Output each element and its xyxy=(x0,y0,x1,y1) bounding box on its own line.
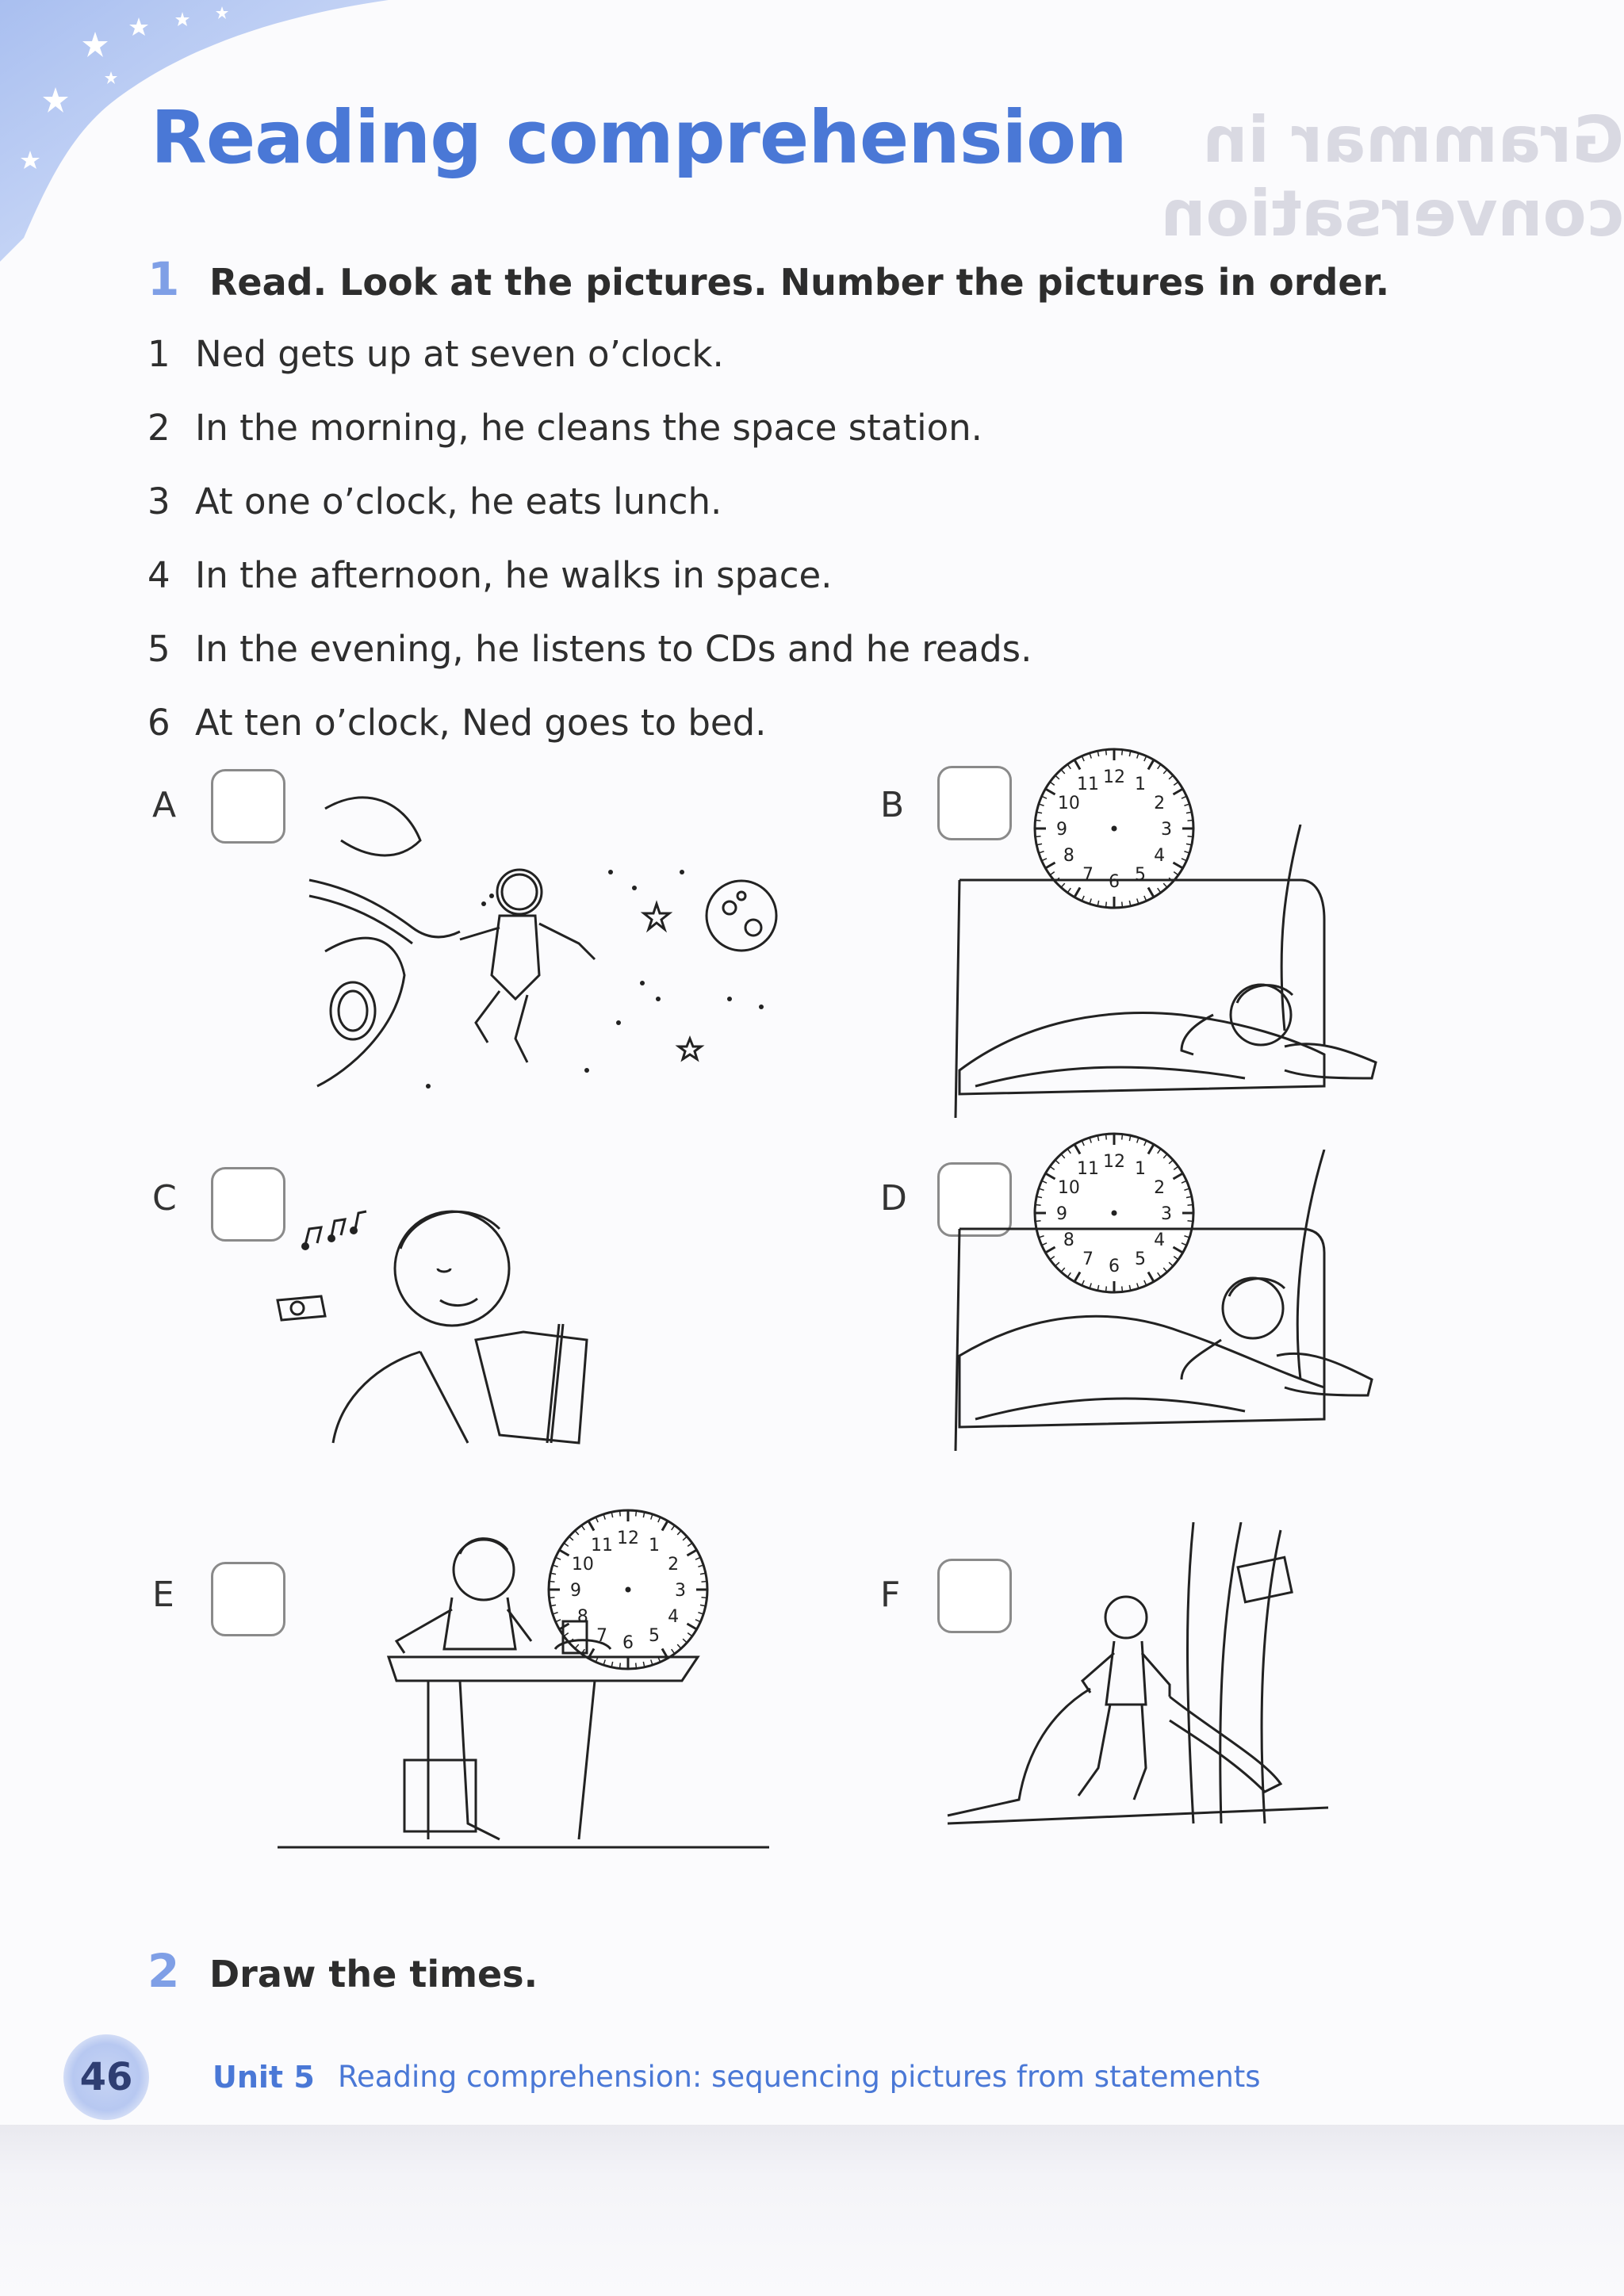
clock-tick xyxy=(1106,750,1107,756)
picture-a-letter: A xyxy=(152,785,177,825)
clock-tick xyxy=(1122,1135,1123,1140)
exercise-2-header xyxy=(147,1944,538,1998)
statement-3 xyxy=(147,480,1032,554)
clock-number: 4 xyxy=(1154,846,1166,866)
clock-number: 12 xyxy=(1103,767,1125,787)
page-title: Reading comprehension xyxy=(151,95,1127,180)
picture-e-letter: E xyxy=(152,1575,174,1615)
page-number-badge xyxy=(63,2034,149,2120)
statement-number: 6 xyxy=(147,702,170,744)
clock-number: 6 xyxy=(1109,872,1120,892)
clock-number: 1 xyxy=(649,1535,660,1556)
clock-number: 9 xyxy=(570,1581,581,1601)
statement-text: At ten o’clock, Ned goes to bed. xyxy=(195,702,767,744)
exercise-1-instruction: Read. Look at the pictures. Number the pictures in order. xyxy=(209,261,1390,304)
clock-number: 10 xyxy=(571,1555,594,1575)
statement-2 xyxy=(147,407,1032,480)
exercise-2-instruction: Draw the times. xyxy=(209,1953,538,1996)
clock-number: 4 xyxy=(668,1607,680,1627)
statement-list xyxy=(147,333,1032,775)
clock-number: 5 xyxy=(649,1626,660,1647)
clock-number: 9 xyxy=(1056,1204,1067,1224)
statement-text: At one o’clock, he eats lunch. xyxy=(195,480,722,522)
clock-tick xyxy=(620,1511,621,1517)
statement-number: 4 xyxy=(147,554,170,596)
clock-number: 3 xyxy=(1161,1204,1172,1224)
statement-text: Ned gets up at seven o’clock. xyxy=(195,333,724,375)
picture-f-cleaning xyxy=(932,1522,1408,1871)
clock-number: 12 xyxy=(617,1529,639,1548)
exercise-1-header xyxy=(147,252,1389,306)
clock-number: 2 xyxy=(668,1555,680,1575)
picture-b-letter: B xyxy=(880,785,905,825)
footer-description: Reading comprehension: sequencing pictures from statements xyxy=(338,2060,1261,2094)
clock-number: 9 xyxy=(1056,820,1067,840)
picture-e-eating-lunch xyxy=(270,1522,777,1871)
statement-1 xyxy=(147,333,1032,407)
clock-number: 11 xyxy=(1077,774,1099,794)
picture-f-letter: F xyxy=(880,1575,901,1615)
clock-number: 8 xyxy=(576,1607,588,1627)
clock-tick xyxy=(1106,1135,1107,1140)
statement-6 xyxy=(147,702,1032,775)
statement-number: 1 xyxy=(147,333,170,375)
picture-d-waking-up xyxy=(944,1150,1404,1467)
statement-text: In the morning, he cleans the space station. xyxy=(195,407,982,449)
picture-d-letter: D xyxy=(880,1178,907,1219)
statement-4 xyxy=(147,554,1032,628)
clock-number: 8 xyxy=(1063,846,1074,866)
clock-number: 11 xyxy=(1077,1158,1099,1179)
exercise-1-number: 1 xyxy=(147,252,180,306)
picture-c-reading xyxy=(262,1181,634,1459)
clock-number: 8 xyxy=(1063,1230,1074,1250)
page-edge-shadow xyxy=(0,2125,1624,2296)
clock-tick xyxy=(636,1511,637,1517)
clock-number: 10 xyxy=(1057,794,1080,813)
clock-number: 2 xyxy=(1154,794,1166,813)
statement-number: 5 xyxy=(147,628,170,670)
picture-a-answer-box[interactable] xyxy=(211,769,285,844)
picture-a-spacewalk xyxy=(301,769,809,1110)
exercise-2-number: 2 xyxy=(147,1944,180,1998)
clock-number: 11 xyxy=(591,1535,613,1556)
clock-number: 7 xyxy=(596,1626,607,1647)
clock-number: 7 xyxy=(1082,1249,1094,1270)
clock-number: 10 xyxy=(1057,1178,1080,1198)
clock-number: 2 xyxy=(1154,1178,1166,1198)
clock-number: 3 xyxy=(675,1581,686,1601)
clock-number: 7 xyxy=(1082,865,1094,886)
statement-text: In the afternoon, he walks in space. xyxy=(195,554,833,596)
statement-number: 3 xyxy=(147,480,170,522)
clock-number: 1 xyxy=(1135,1158,1146,1179)
show-through-text: Grammar in conversation xyxy=(1160,103,1624,251)
clock-number: 3 xyxy=(1161,820,1172,840)
clock-number: 4 xyxy=(1154,1230,1166,1250)
statement-number: 2 xyxy=(147,407,170,449)
footer-unit: Unit 5 xyxy=(213,2060,315,2095)
page-number: 46 xyxy=(79,2055,133,2099)
clock-number: 6 xyxy=(622,1633,634,1653)
picture-b-sleeping xyxy=(944,825,1404,1142)
statement-text: In the evening, he listens to CDs and he reads. xyxy=(195,628,1032,670)
clock-number: 5 xyxy=(1135,865,1146,886)
picture-c-letter: C xyxy=(152,1178,177,1219)
clock-number: 5 xyxy=(1135,1249,1146,1270)
statement-5 xyxy=(147,628,1032,702)
clock-number: 6 xyxy=(1109,1257,1120,1276)
clock-tick xyxy=(1122,750,1123,756)
clock-number: 1 xyxy=(1135,774,1146,794)
clock-number: 12 xyxy=(1103,1152,1125,1172)
